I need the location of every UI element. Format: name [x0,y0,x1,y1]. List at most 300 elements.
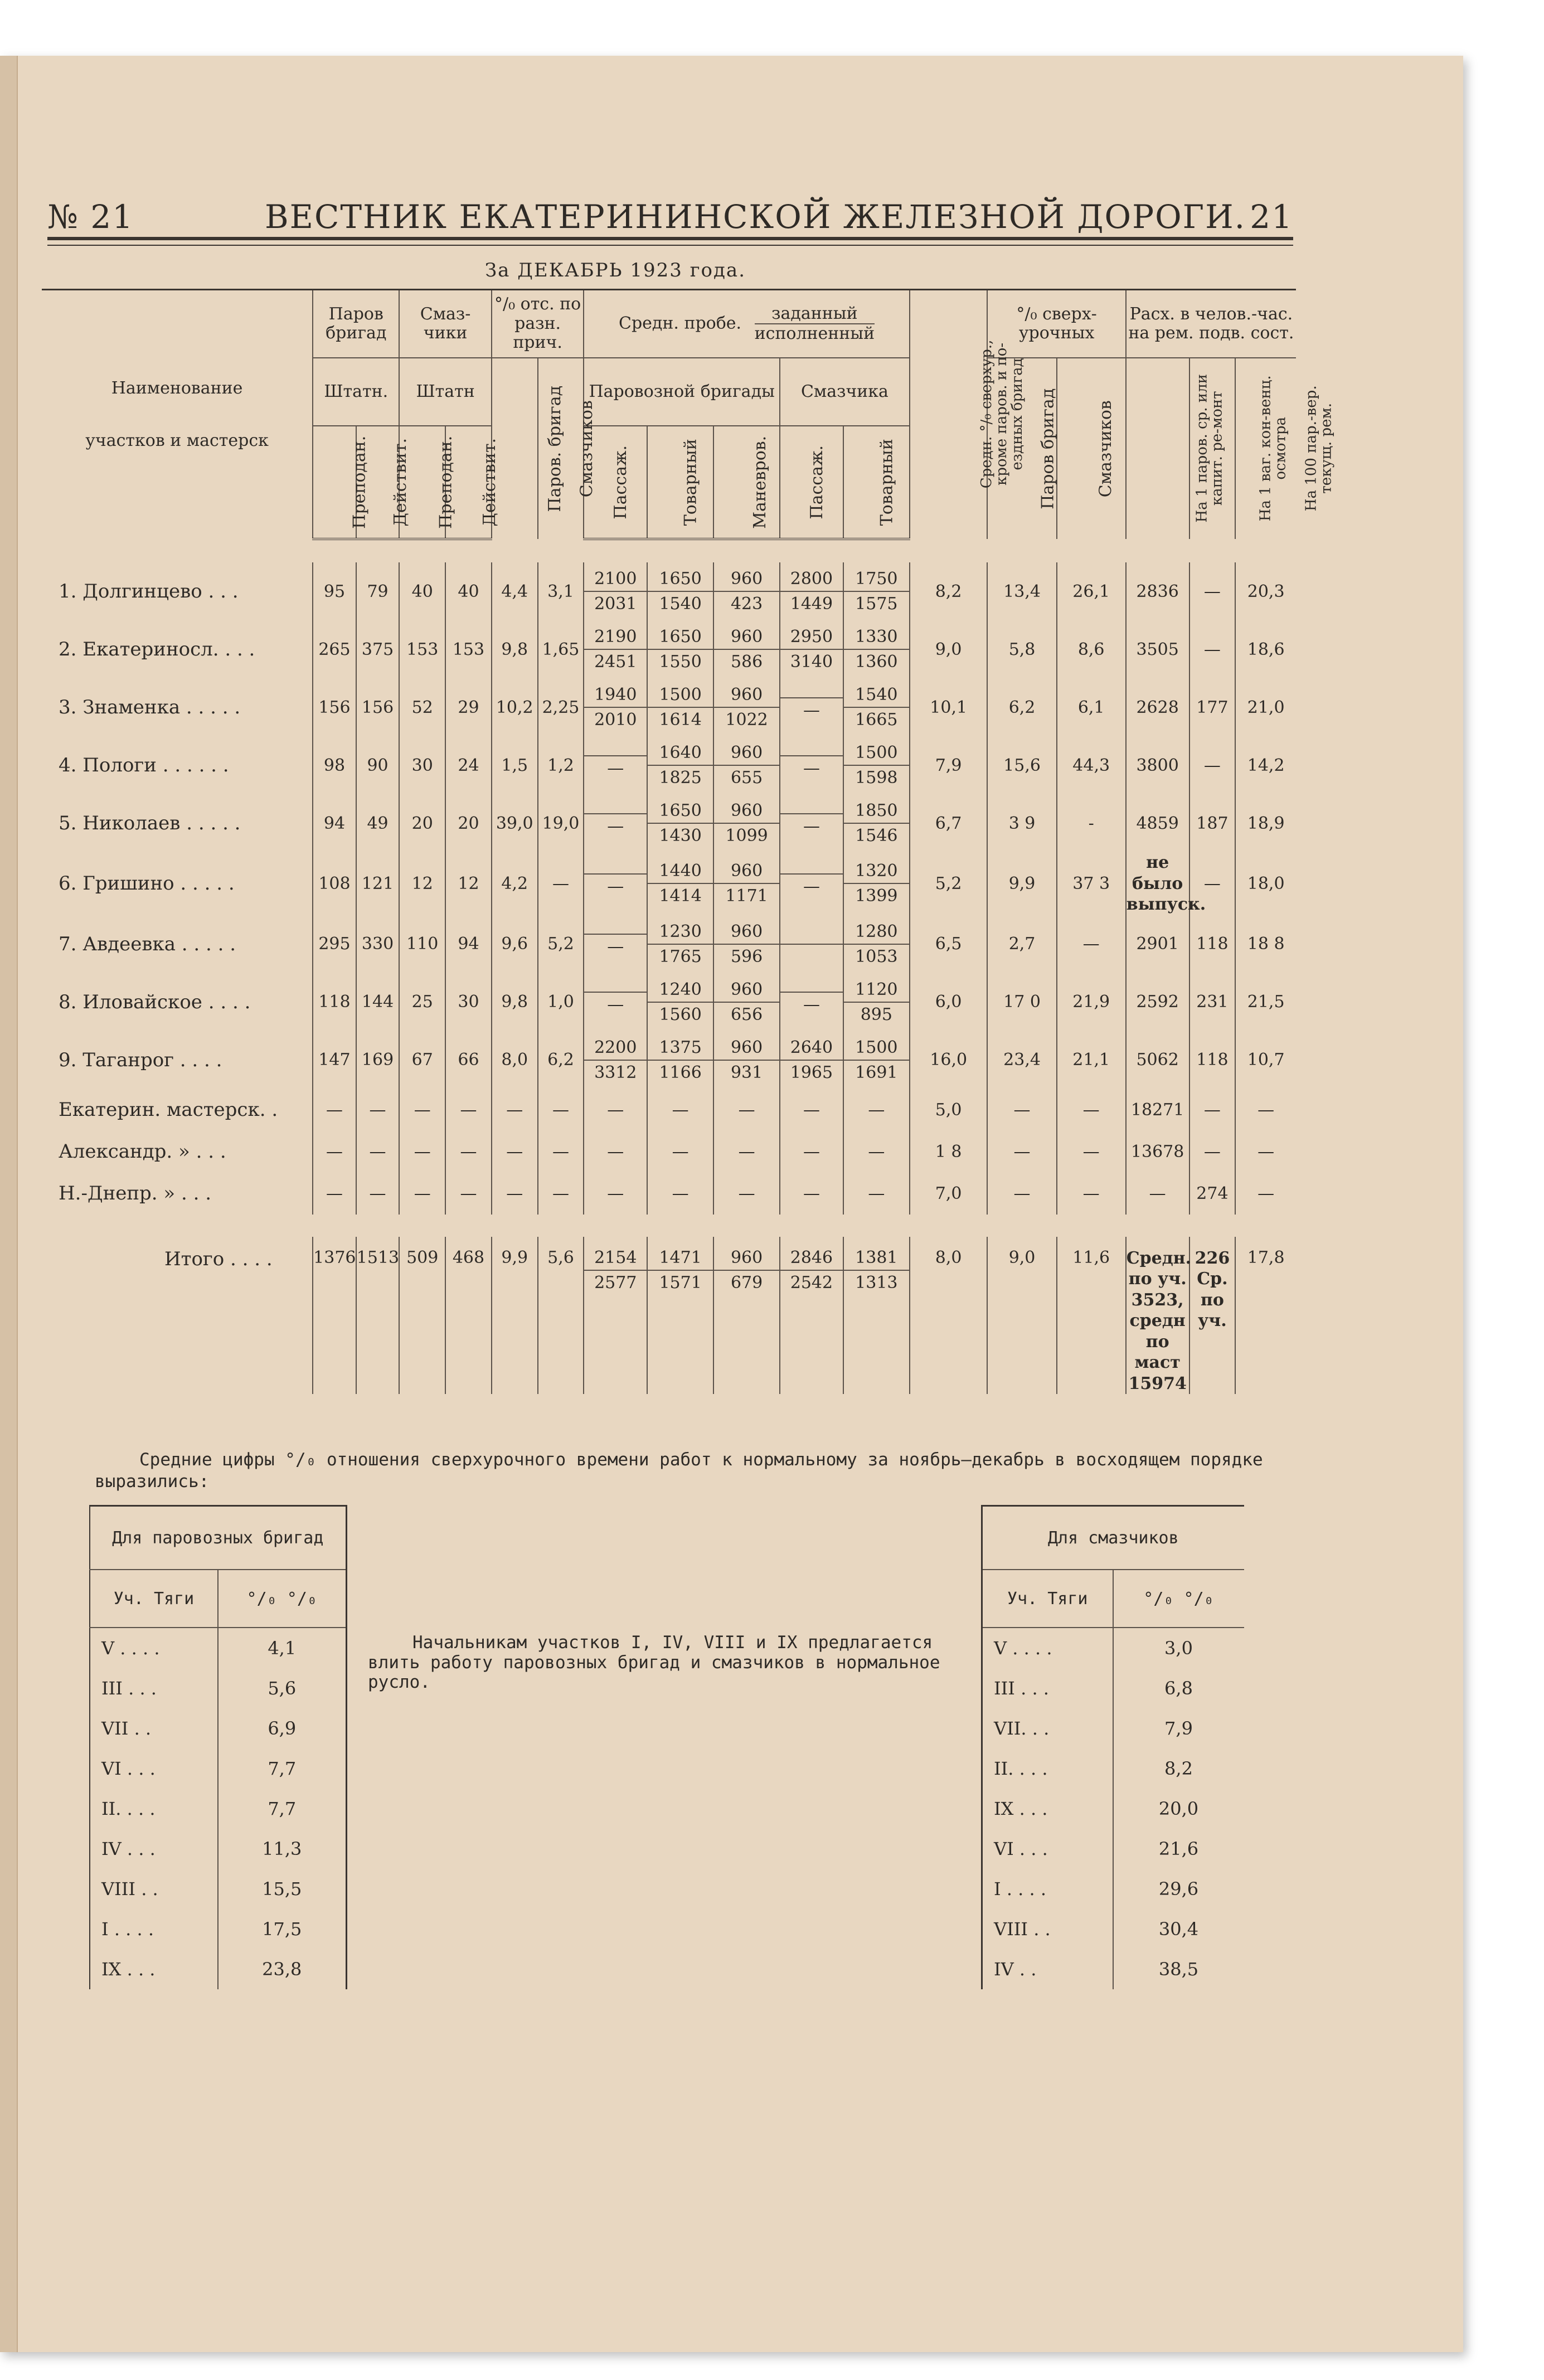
cell-pas [584,794,647,852]
cell-sr: 7,0 [910,1173,988,1215]
cell-dash: — [356,1089,400,1131]
greasers-value: 38,5 [1113,1949,1244,1989]
total-op: 9,9 [492,1237,538,1395]
cell-pas-actual: — [607,876,624,896]
cell-pp: 98 [313,736,356,794]
cell-r3: 18 8 [1235,915,1296,973]
spacer-cell [42,1215,1296,1237]
cell-pas-actual: 3312 [594,1062,637,1082]
cell-sv_s: — [1057,1173,1126,1215]
cell-sp: 67 [399,1031,445,1089]
cell-stov [843,562,910,620]
cell-man-actual: 596 [730,946,763,966]
cell-man-planned: 960 [714,861,779,884]
steam-uch: I . . . . [101,1918,154,1940]
steam-uch: IX . . . [101,1959,156,1980]
cell-os: 2,25 [538,678,584,736]
cell-man-planned: 960 [714,1038,779,1061]
header-tovarnyi [647,426,713,539]
header-passazh-2 [780,426,843,539]
cell-spas-actual: 1965 [790,1062,833,1082]
greasers-row [982,1909,1244,1949]
cell-pd: 49 [356,794,400,852]
cell-dash: — [780,1089,843,1131]
steam-value: 7,7 [218,1789,346,1829]
cell-stov-actual: 1665 [855,710,898,730]
workshop-row [42,1089,1296,1131]
cell-stov [843,736,910,794]
row-name: 7. Авдеевка . . . . . [59,932,236,955]
cell-r3: 18,6 [1235,620,1296,678]
cell-stov [843,678,910,736]
page-number: 21 [1250,198,1293,236]
cell-man [713,620,780,678]
header-na100-text: На 100 пар.-вер. текущ. рем. [1303,385,1336,511]
row-name: 1. Долгинцево . . . [59,580,239,603]
cell-tov-planned: 1440 [648,861,713,884]
cell-sr: 7,9 [910,736,988,794]
greasers-row [982,1949,1244,1989]
cell-r3: 20,3 [1235,562,1296,620]
header-pct-otc: °/₀ отс. по разн. прич. [492,290,584,358]
cell-tov-planned: 1230 [648,922,713,945]
header-passazh-2-text: Пассаж. [807,445,827,519]
cell-dash: — [647,1089,713,1131]
cell-pas [584,736,647,794]
cell-pas-actual: — [607,816,624,836]
header-sredn-probeg-label: Средн. пробе. [619,313,742,333]
steam-row [90,1869,346,1909]
cell-pas [584,562,647,620]
greasers-value: 3,0 [1113,1628,1244,1668]
total-pas-actual: 2577 [594,1272,637,1293]
cell-dash: — [538,1131,584,1173]
total-man-planned: 960 [714,1248,779,1271]
cell-r3: — [1235,1131,1296,1173]
cell-sd: 40 [445,562,492,620]
cell-pd: 375 [356,620,400,678]
cell-dash: — [399,1131,445,1173]
cell-dash: — [713,1131,780,1173]
header-sredn-probeg [584,290,909,358]
cell-r2: — [1189,1131,1236,1173]
cell-sv_p: — [987,1131,1056,1173]
greasers-row [982,1829,1244,1869]
cell-dash: — [713,1173,780,1215]
cell-stov [843,852,910,915]
steam-row [90,1628,346,1668]
greasers-uch: VII. . . [994,1718,1050,1739]
cell-man [713,973,780,1031]
total-pas [584,1237,647,1395]
cell-sv_s: — [1057,1131,1126,1173]
steam-uch: VIII . . [101,1878,158,1900]
cell-sp: 110 [399,915,445,973]
header-smazchika: Смазчика [780,358,910,426]
cell-sv_s: - [1057,794,1126,852]
cell-r2: 231 [1189,973,1236,1031]
cell-sd: 94 [445,915,492,973]
cell-sv_s: 6,1 [1057,678,1126,736]
steam-row [90,1789,346,1829]
cell-pd: 121 [356,852,400,915]
spacer [42,539,1296,562]
cell-man [713,678,780,736]
cell-sr: 5,2 [910,852,988,915]
cell-stov-actual: 1691 [855,1062,898,1082]
total-r2: 226 Ср. по уч. [1189,1237,1236,1395]
row-name: 3. Знаменка . . . . . [59,696,241,718]
steam-row [90,1668,346,1708]
cell-sp: 30 [399,736,445,794]
cell-tov-planned: 1240 [648,980,713,1003]
table-row [42,736,1296,794]
total-man-actual: 679 [730,1272,763,1293]
greasers-value: 20,0 [1113,1789,1244,1829]
header-rash: Расх. в челов.-час. на рем. подв. сост. [1126,290,1296,358]
cell-sr: 8,2 [910,562,988,620]
total-stov [843,1237,910,1395]
cell-dash: — [313,1131,356,1173]
greasers-row [982,1748,1244,1789]
cell-dash: — [492,1089,538,1131]
cell-r2: — [1189,620,1236,678]
cell-r2: 177 [1189,678,1236,736]
steam-uch: V . . . . [101,1638,160,1659]
cell-tov-planned: 1500 [648,685,713,708]
cell-man [713,915,780,973]
cell-r2: — [1189,852,1236,915]
header-shtatn: Штатн. [313,358,399,426]
cell-tov-actual: 1414 [659,886,702,906]
cell-pas [584,915,647,973]
steam-uch: III . . . [101,1678,157,1699]
cell-pp: 94 [313,794,356,852]
cell-dash: — [584,1089,647,1131]
greasers-caption: Для смазчиков [982,1506,1244,1570]
cell-tov [647,794,713,852]
header-tovarnyi-2-text: Товарный [877,439,897,526]
cell-tov-actual: 1550 [659,652,702,672]
page-header [47,198,1293,242]
row-name: 8. Иловайское . . . . [59,990,251,1013]
cell-spas [780,620,843,678]
total-sv_p: 9,0 [987,1237,1056,1395]
cell-stov-planned: 1540 [844,685,909,708]
cell-spas-actual: — [803,700,820,720]
cell-dash: — [538,1089,584,1131]
cell-pas-actual: 2451 [594,652,637,672]
cell-pd: 90 [356,736,400,794]
cell-stov [843,1031,910,1089]
cell-man-planned: 960 [714,980,779,1003]
cell-dash: — [538,1173,584,1215]
cell-r3: — [1235,1089,1296,1131]
cell-sp: 52 [399,678,445,736]
header-parovoznoi-brigady: Паровозной бригады [584,358,780,426]
cell-spas [780,1031,843,1089]
cell-os: 1,2 [538,736,584,794]
cell-stov-planned: 1120 [844,980,909,1003]
cell-tov-actual: 1614 [659,710,702,730]
cell-pd: 156 [356,678,400,736]
cell-dash: — [492,1173,538,1215]
cell-sv_s: — [1057,1089,1126,1131]
total-sr: 8,0 [910,1237,988,1395]
cell-pas [584,1031,647,1089]
cell-pd: 169 [356,1031,400,1089]
cell-dash: — [445,1131,492,1173]
cell-dash: — [399,1089,445,1131]
cell-sv_p: 5,8 [987,620,1056,678]
cell-r1: 2628 [1126,678,1189,736]
header-name-top: Наименование [111,378,243,398]
greasers-uch: V . . . . [994,1638,1052,1659]
cell-r1: 5062 [1126,1031,1189,1089]
cell-op: 9,8 [492,620,538,678]
header-prepodan-2-text: Преподан. [436,435,456,529]
cell-dash: — [843,1173,910,1215]
cell-sp: 25 [399,973,445,1031]
header-parov-brigad: Паров бригад [313,290,399,358]
cell-sv_p: 17 0 [987,973,1056,1031]
greasers-uch: VI . . . [994,1838,1048,1859]
table-row [42,620,1296,678]
cell-pas [584,678,647,736]
cell-sv_p: 3 9 [987,794,1056,852]
cell-dash: — [445,1089,492,1131]
cell-r2: 118 [1189,1031,1236,1089]
cell-tov [647,1031,713,1089]
row-name: Александр. » . . . [59,1140,226,1163]
cell-sd: 29 [445,678,492,736]
cell-sp: 40 [399,562,445,620]
header-sredn-sverhur [910,290,1026,540]
cell-sp: 12 [399,852,445,915]
row-name: Н.-Днепр. » . . . [59,1182,212,1204]
total-sv_s: 11,6 [1057,1237,1126,1395]
cell-man-planned: 960 [714,685,779,708]
header-op-smaz-text: Смазчиков [576,400,596,498]
steam-brigades-caption: Для паровозных бригад [90,1506,346,1570]
header-sv-smaz [1057,358,1126,539]
greasers-uch: VIII . . [994,1918,1051,1940]
cell-op: 4,4 [492,562,538,620]
total-pas-planned: 2154 [584,1248,647,1271]
cell-r1: 2836 [1126,562,1189,620]
header-na1-parov-text: На 1 паров. ср. или капит. ре-монт [1193,373,1226,523]
total-pd: 1513 [356,1237,400,1395]
header-deistvit-text: Действит. [390,438,410,527]
header-zadannyi: заданный [755,304,875,325]
cell-pp: 295 [313,915,356,973]
cell-tov [647,736,713,794]
cell-tov-planned: 1375 [648,1038,713,1061]
cell-man-planned: 960 [714,801,779,824]
cell-r1: 13678 [1126,1131,1189,1173]
cell-op: 4,2 [492,852,538,915]
total-stov-actual: 1313 [855,1272,898,1293]
cell-man [713,852,780,915]
cell-tov [647,562,713,620]
cell-man [713,794,780,852]
cell-man-planned: 960 [714,627,779,650]
cell-sv_p: — [987,1089,1056,1131]
total-tov-planned: 1471 [648,1248,713,1271]
steam-uch: IV . . . [101,1838,156,1859]
cell-tov-actual: 1825 [659,768,702,788]
cell-sv_p: 23,4 [987,1031,1056,1089]
cell-sp: 153 [399,620,445,678]
steam-value: 4,1 [218,1628,346,1668]
cell-sd: 30 [445,973,492,1031]
cell-stov-actual: 1360 [855,652,898,672]
issue-number: № 21 [47,198,134,236]
table-row [42,973,1296,1031]
table-row [42,852,1296,915]
row-name: 5. Николаев . . . . . [59,812,241,834]
cell-tov-planned: 1650 [648,627,713,650]
cell-man [713,1031,780,1089]
header-ispolnennyi: исполненный [754,324,875,343]
cell-pas-planned: 1940 [584,685,647,708]
cell-sd: 20 [445,794,492,852]
header-na1-parov [1126,358,1226,539]
cell-dash: — [647,1131,713,1173]
cell-sv_s: 37 3 [1057,852,1126,915]
steam-value: 7,7 [218,1748,346,1789]
cell-sv_p: 13,4 [987,562,1056,620]
steam-value: 17,5 [218,1909,346,1949]
cell-r3: 21,0 [1235,678,1296,736]
cell-pas-actual: — [607,758,624,778]
cell-r2: — [1189,736,1236,794]
cell-dash: — [780,1131,843,1173]
cell-spas-actual: — [803,995,820,1014]
cell-man-actual: 655 [730,768,763,788]
cell-op: 10,2 [492,678,538,736]
cell-r3: — [1235,1173,1296,1215]
steam-brigades-table [89,1505,347,1989]
header-name-bottom: участков и мастерск [85,431,269,450]
cell-tov [647,915,713,973]
total-spas-actual: 2542 [790,1272,833,1293]
cell-pas-planned: 2190 [584,627,647,650]
cell-spas [780,678,843,736]
cell-stov-planned: 1280 [844,922,909,945]
cell-os: — [538,852,584,915]
steam-value: 15,5 [218,1869,346,1909]
cell-sr: 1 8 [910,1131,988,1173]
steam-row [90,1748,346,1789]
greasers-value: 21,6 [1113,1829,1244,1869]
cell-r2: 274 [1189,1173,1236,1215]
header-sv-smaz-text: Смазчиков [1095,400,1115,498]
cell-pas [584,620,647,678]
total-pp: 1376 [313,1237,356,1395]
cell-dash: — [843,1089,910,1131]
cell-spas-actual: — [803,876,820,896]
cell-spas-actual [780,945,843,947]
cell-pp: 95 [313,562,356,620]
header-pct-sverh: °/₀ сверх-урочных [987,290,1125,358]
header-manevr [713,426,780,539]
cell-man [713,562,780,620]
cell-op: 9,8 [492,973,538,1031]
total-label: Итого . . . . [164,1247,273,1270]
greasers-row [982,1668,1244,1708]
cell-sv_p: 2,7 [987,915,1056,973]
cell-sv_p: — [987,1173,1056,1215]
steam-col-pct: °/₀ °/₀ [218,1570,346,1628]
cell-tov [647,973,713,1031]
cell-os: 6,2 [538,1031,584,1089]
row-name: 6. Гришино . . . . . [59,872,235,895]
table-row [42,562,1296,620]
cell-tov-planned: 1650 [648,569,713,592]
header-manevr-text: Маневров. [750,435,770,529]
header-name [42,290,313,540]
cell-stov [843,915,910,973]
cell-sr: 5,0 [910,1089,988,1131]
cell-sr: 9,0 [910,620,988,678]
cell-spas-planned: 2950 [780,627,843,650]
cell-pas-planned: 2200 [584,1038,647,1061]
cell-stov-planned: 1750 [844,569,909,592]
total-tov [647,1237,713,1395]
table-row [42,915,1296,973]
cell-stov-planned: 1320 [844,861,909,884]
total-os: 5,6 [538,1237,584,1395]
cell-sp: 20 [399,794,445,852]
cell-spas-actual: — [803,816,820,836]
cell-sr: 6,5 [910,915,988,973]
cell-man-actual: 1022 [725,710,768,730]
cell-spas-planned: 2640 [780,1038,843,1061]
greasers-row [982,1628,1244,1668]
cell-man-actual: 931 [730,1062,763,1082]
cell-dash: — [356,1173,400,1215]
cell-tov-planned: 1650 [648,801,713,824]
cell-sv_p: 9,9 [987,852,1056,915]
header-sredn-sverhur-text: Средн. °/₀ сверхур., кроме паров. и по-ездных бригад [978,339,1026,489]
total-spas [780,1237,843,1395]
header-prepodan [313,426,370,539]
cell-r2: — [1189,1089,1236,1131]
steam-uch: VI . . . [101,1758,156,1779]
steam-value: 6,9 [218,1708,346,1748]
header-smazchiki: Смаз-чики [399,290,492,358]
cell-stov-planned: 1500 [844,1038,909,1061]
table-row [42,794,1296,852]
cell-pas-actual: 2031 [594,594,637,614]
cell-dash: — [356,1131,400,1173]
cell-stov-actual: 1399 [855,886,898,906]
header-shtatn-2: Штатн [399,358,492,426]
header-rule [47,237,1293,246]
workshop-row [42,1131,1296,1173]
cell-tov [647,852,713,915]
total-r3: 17,8 [1235,1237,1296,1395]
cell-tov [647,678,713,736]
cell-dash: — [492,1131,538,1173]
cell-pas-actual: — [607,995,624,1014]
table-body [42,539,1296,1394]
cell-sv_p: 6,2 [987,678,1056,736]
total-row [42,1237,1296,1395]
cell-stov-actual: 1546 [855,826,898,846]
steam-col-uch: Уч. Тяги [90,1570,218,1628]
